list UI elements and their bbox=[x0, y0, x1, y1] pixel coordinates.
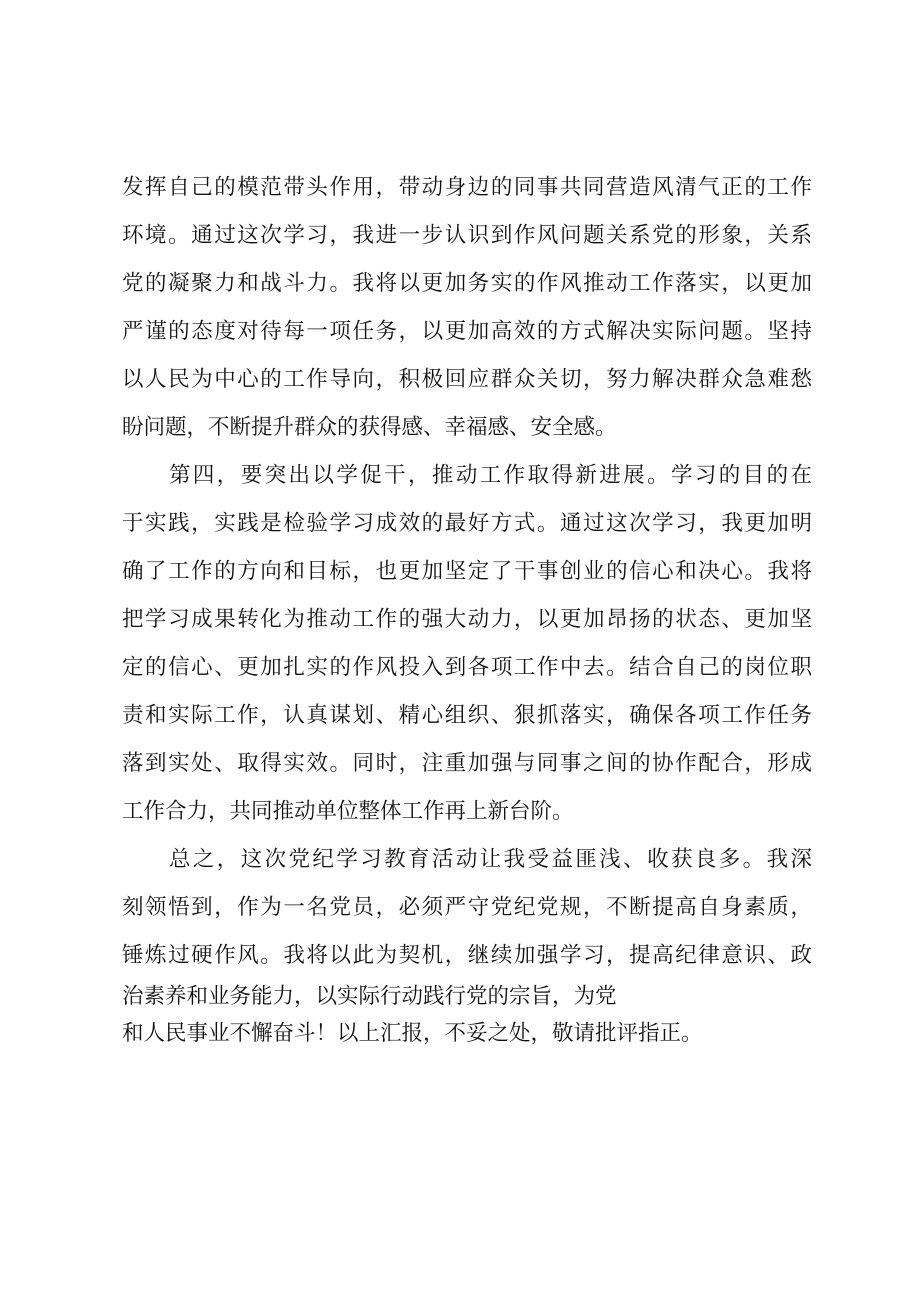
paragraph-1 bbox=[122, 164, 812, 452]
paragraph-line: 总之，这次党纪学习教育活动让我受益匪浅、收获良多。我深 bbox=[169, 847, 812, 872]
paragraph-line: 确了工作的方向和目标，也更加坚定了干事创业的信心和决心。我将 bbox=[122, 559, 812, 584]
paragraph-line: 严谨的态度对待每一项任务，以更加高效的方式解决实际问题。坚持 bbox=[122, 319, 812, 344]
paragraph-line: 以人民为中心的工作导向，积极回应群众关切，努力解决群众急难愁 bbox=[122, 367, 812, 392]
paragraph-line: 刻领悟到，作为一名党员，必须严守党纪党规，不断提高自身素质， bbox=[122, 895, 812, 920]
paragraph-line: 党的凝聚力和战斗力。我将以更加务实的作风推动工作落实，以更加 bbox=[122, 271, 812, 296]
paragraph-line: 责和实际工作，认真谋划、精心组织、狠抓落实，确保各项工作任务 bbox=[122, 703, 812, 728]
paragraph-line: 工作合力，共同推动单位整体工作再上新台阶。 bbox=[122, 799, 574, 824]
paragraph-line: 定的信心、更加扎实的作风投入到各项工作中去。结合自己的岗位职 bbox=[122, 655, 812, 680]
document-body bbox=[122, 164, 812, 1054]
paragraph-3 bbox=[122, 836, 812, 1054]
paragraph-line: 治素养和业务能力，以实际行动践行党的宗旨，为党 bbox=[122, 984, 617, 1009]
paragraph-line: 第四，要突出以学促干，推动工作取得新进展。学习的目的在 bbox=[169, 463, 812, 488]
paragraph-2 bbox=[122, 452, 812, 836]
paragraph-line: 盼问题，不断提升群众的获得感、幸福感、安全感。 bbox=[122, 415, 617, 440]
paragraph-line: 把学习成果转化为推动工作的强大动力，以更加昂扬的状态、更加坚 bbox=[122, 607, 812, 632]
paragraph-line: 和人民事业不懈奋斗！以上汇报，不妥之处，敬请批评指正。 bbox=[122, 1021, 703, 1046]
paragraph-line: 发挥自己的模范带头作用，带动身边的同事共同营造风清气正的工作 bbox=[122, 175, 812, 200]
paragraph-line: 环境。通过这次学习，我进一步认识到作风问题关系党的形象，关系 bbox=[122, 223, 812, 248]
paragraph-line: 锤炼过硬作风。我将以此为契机，继续加强学习，提高纪律意识、政 bbox=[122, 943, 812, 968]
paragraph-line: 落到实处、取得实效。同时，注重加强与同事之间的协作配合，形成 bbox=[122, 751, 812, 776]
paragraph-line: 于实践，实践是检验学习成效的最好方式。通过这次学习，我更加明 bbox=[122, 511, 812, 536]
